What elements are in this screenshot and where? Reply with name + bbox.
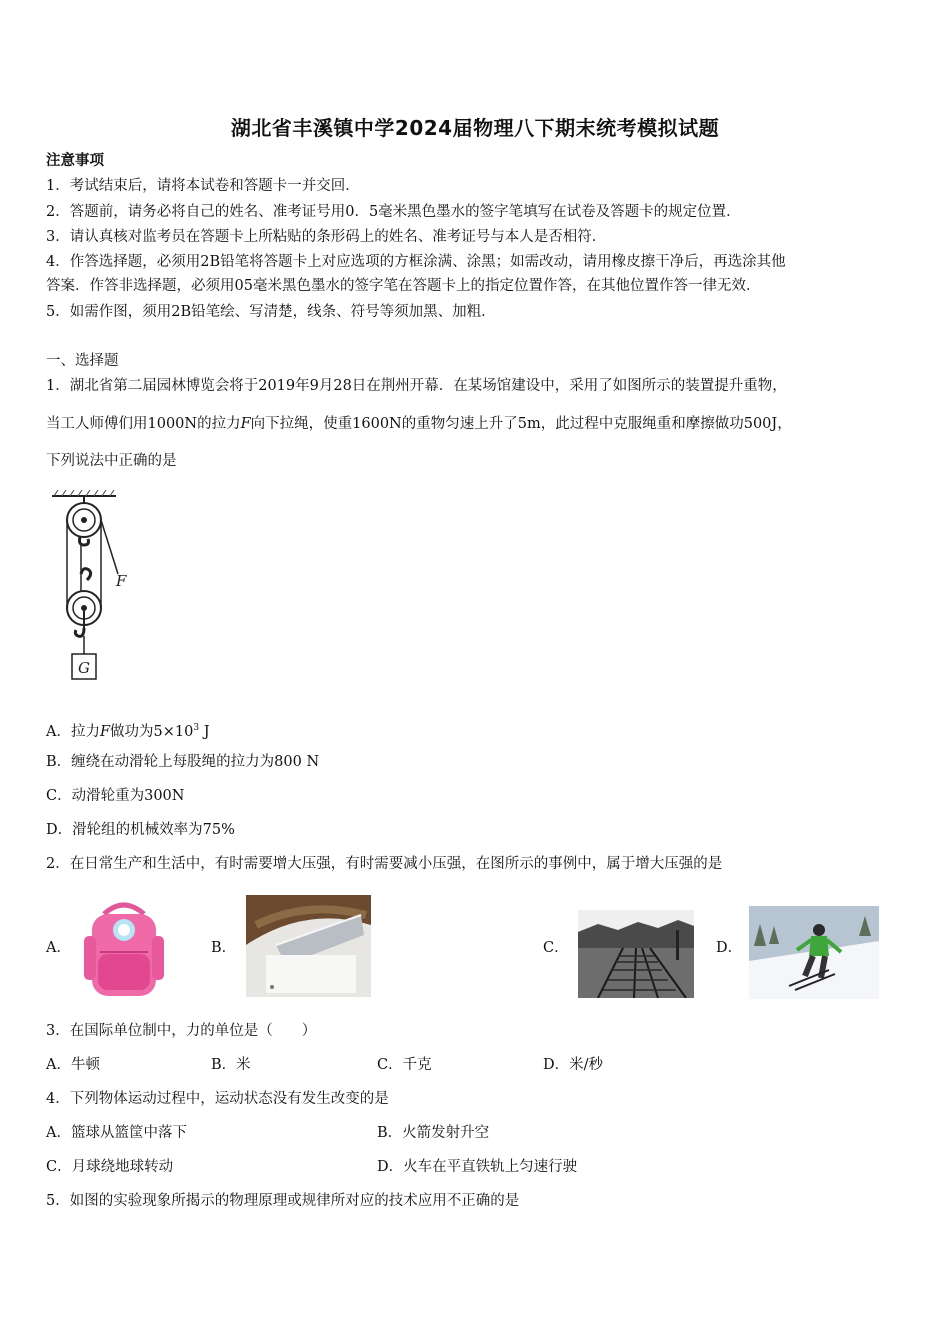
knife-image: [246, 895, 371, 997]
q1-option-b: B．缠绕在动滑轮上每股绳的拉力为800 N: [46, 754, 320, 770]
weight-label: G: [78, 659, 90, 677]
notice-item: 5．如需作图，须用2B铅笔绘、写清楚，线条、符号等须加黑、加粗．: [46, 304, 496, 320]
q5-stem: 5．如图的实验现象所揭示的物理原理或规律所对应的技术应用不正确的是: [46, 1193, 520, 1209]
q1-stem-text: 向下拉绳，使重1600N的重物匀速上升了5m，此过程中克服绳重和摩擦做功500J，: [250, 416, 792, 432]
q1-option-a: [46, 719, 210, 741]
pulley-figure: [48, 490, 138, 686]
exponent: 3: [193, 723, 200, 733]
q1-stem-text: 当工人师傅们用1000N的拉力: [46, 416, 241, 432]
q4-option-c: C．月球绕地球转动: [46, 1159, 174, 1175]
notice-item: 4．作答选择题，必须用2B铅笔将答题卡上对应选项的方框涂满、涂黑；如需改动，请用橡皮擦干净后，再选涂其他: [46, 254, 786, 270]
notice-item: 3．请认真核对监考员在答题卡上所粘贴的条形码上的姓名、准考证号与本人是否相符．: [46, 229, 607, 245]
notice-item: 答案．作答非选择题，必须用05毫米黑色墨水的签字笔在答题卡上的指定位置作答，在其他位置作答一律无效．: [46, 278, 761, 294]
q3-option-a: A．牛顿: [46, 1057, 100, 1073]
railway-image: [578, 910, 694, 998]
q4-option-a: A．篮球从篮筐中落下: [46, 1125, 187, 1141]
q3-option-c: C．千克: [377, 1057, 432, 1073]
q3-option-b: B．米: [211, 1057, 251, 1073]
q1-option-d: D．滑轮组的机械效率为75%: [46, 822, 235, 838]
q3-stem: 3．在国际单位制中，力的单位是（ ）: [46, 1023, 317, 1039]
notice-item: 2．答题前，请务必将自己的姓名、准考证号用0．5毫米黑色墨水的签字笔填写在试卷及答题卡的规定位置．: [46, 204, 741, 220]
q2-stem: 2．在日常生产和生活中，有时需要增大压强，有时需要减小压强，在图所示的事例中，属于增大压强的是: [46, 856, 723, 872]
q1-stem-line: [46, 415, 792, 433]
section-heading: 一、选择题: [46, 353, 119, 369]
q1-option-c: C．动滑轮重为300N: [46, 788, 185, 804]
q2-label-b: B．: [211, 940, 237, 956]
q1-option-a-text: 做功为5×10: [110, 724, 194, 740]
q1-stem-line: 下列说法中正确的是: [46, 453, 177, 469]
q2-label-a: A．: [46, 940, 71, 956]
q3-option-d: D．米/秒: [543, 1057, 604, 1073]
q1-stem-line: 1．湖北省第二届园林博览会将于2019年9月28日在荆州开幕．在某场馆建设中，采用了如图所示的装置提升重物，: [46, 378, 787, 394]
force-symbol: F: [240, 416, 251, 432]
skier-image: [749, 906, 879, 999]
q2-label-c: C．: [543, 940, 569, 956]
q2-label-d: D．: [716, 940, 743, 956]
force-symbol: F: [99, 724, 111, 740]
force-label: F: [116, 572, 127, 590]
q1-option-a-text: A．拉力: [46, 724, 100, 740]
page-title: 湖北省丰溪镇中学2024届物理八下期末统考模拟试题: [230, 116, 720, 140]
notice-item: 1．考试结束后，请将本试卷和答题卡一并交回．: [46, 178, 360, 194]
q4-option-b: B．火箭发射升空: [377, 1125, 490, 1141]
q4-option-d: D．火车在平直铁轨上匀速行驶: [377, 1159, 578, 1175]
notice-heading: 注意事项: [46, 152, 104, 169]
q1-option-a-text: J: [199, 724, 210, 740]
q4-stem: 4．下列物体运动过程中，运动状态没有发生改变的是: [46, 1091, 389, 1107]
backpack-image: [78, 896, 170, 1000]
